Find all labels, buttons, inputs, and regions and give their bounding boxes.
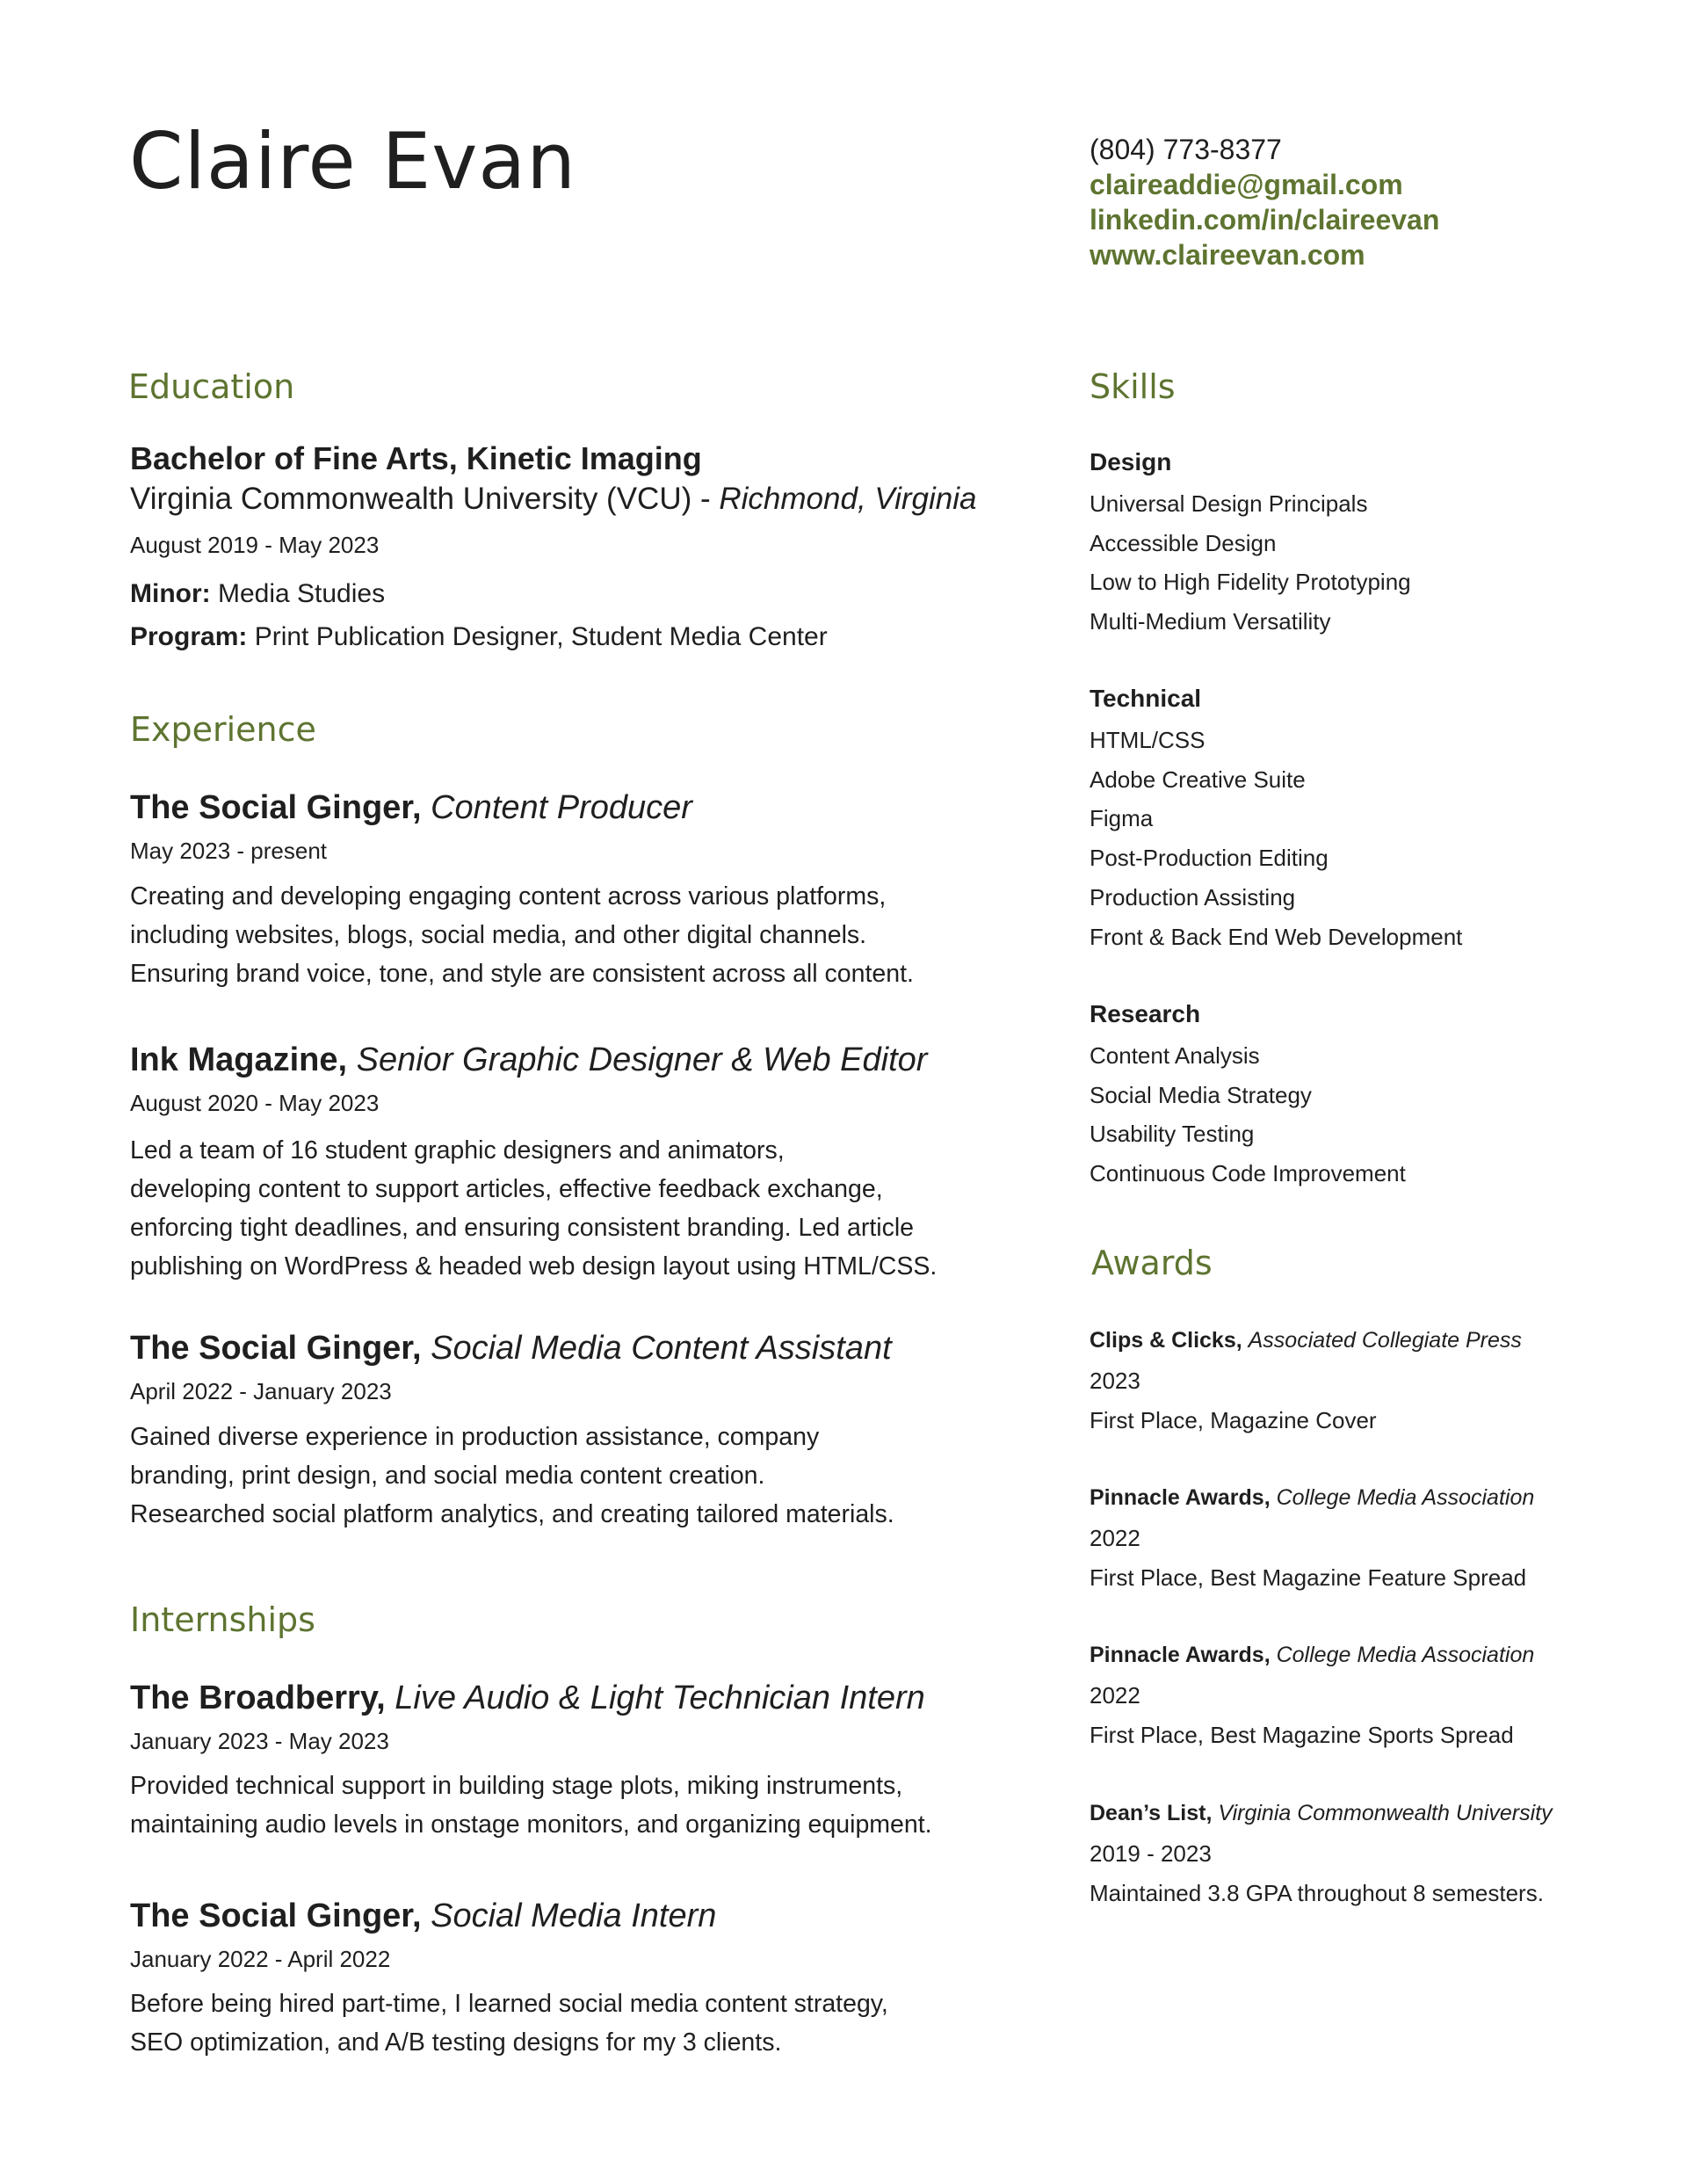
job-title	[130, 1043, 927, 1077]
internships-heading: Internships	[130, 1600, 315, 1639]
job-description-line: publishing on WordPress & headed web design layout using HTML/CSS.	[130, 1252, 938, 1281]
school-name: Virginia Commonwealth University (VCU) -	[130, 482, 720, 516]
award-org: Associated Collegiate Press	[1248, 1328, 1522, 1353]
minor-label: Minor:	[130, 579, 211, 608]
award-year: 2022	[1090, 1682, 1140, 1709]
program-label: Program:	[130, 622, 248, 651]
job-description-line: Researched social platform analytics, and creating tailored materials.	[130, 1500, 894, 1528]
award-detail: First Place, Best Magazine Feature Spread	[1090, 1564, 1527, 1591]
skills-heading: Skills	[1090, 367, 1176, 406]
skill-category-research: Research	[1090, 1000, 1201, 1027]
skill-category-technical: Technical	[1090, 685, 1202, 712]
skill-item: Content Analysis	[1090, 1042, 1260, 1069]
job-dates: May 2023 - present	[130, 838, 328, 864]
job-description-line: enforcing tight deadlines, and ensuring consistent branding. Led article	[130, 1214, 915, 1242]
award-name: Pinnacle Awards,	[1090, 1643, 1271, 1667]
job-org: The Social Ginger,	[130, 789, 422, 826]
award-detail: Maintained 3.8 GPA throughout 8 semesters.	[1090, 1880, 1544, 1906]
skill-item: Front & Back End Web Development	[1090, 924, 1463, 950]
award-org: College Media Association	[1276, 1485, 1535, 1510]
skill-item: Production Assisting	[1090, 884, 1296, 911]
skill-item: Accessible Design	[1090, 530, 1277, 556]
award-year: 2023	[1090, 1368, 1140, 1394]
program-value: Print Publication Designer, Student Media Center	[247, 622, 828, 651]
internship-org: The Social Ginger,	[130, 1897, 422, 1934]
award-title	[1090, 1487, 1534, 1509]
award-title	[1090, 1330, 1522, 1352]
internship-description	[130, 1984, 1009, 2062]
award-name: Pinnacle Awards,	[1090, 1485, 1271, 1510]
award-name: Clips & Clicks,	[1090, 1328, 1242, 1353]
skill-item: Universal Design Principals	[1090, 490, 1368, 517]
internship-role: Social Media Intern	[431, 1897, 717, 1934]
award-title	[1090, 1803, 1553, 1825]
award-year: 2022	[1090, 1525, 1140, 1551]
job-description	[130, 1131, 1009, 1286]
website-link[interactable]: www.claireevan.com	[1090, 239, 1365, 271]
job-title	[130, 791, 692, 824]
internship-org: The Broadberry,	[130, 1680, 386, 1716]
education-heading: Education	[128, 367, 295, 406]
resume-name: Claire Evan	[129, 116, 577, 207]
job-dates: April 2022 - January 2023	[130, 1378, 392, 1404]
skill-item: Adobe Creative Suite	[1090, 766, 1306, 793]
skill-item: Figma	[1090, 805, 1154, 831]
internship-role: Live Audio & Light Technician Intern	[395, 1680, 925, 1716]
internship-description	[130, 1767, 1009, 1844]
job-description-line: Gained diverse experience in production assistance, company	[130, 1423, 820, 1451]
internship-description-line: Before being hired part-time, I learned social media content strategy,	[130, 1990, 888, 2018]
skill-item: HTML/CSS	[1090, 727, 1206, 753]
job-title	[130, 1331, 892, 1365]
awards-heading: Awards	[1091, 1244, 1213, 1282]
school-location: Richmond, Virginia	[719, 482, 977, 516]
skill-item: Usability Testing	[1090, 1121, 1255, 1147]
contact-block	[1090, 132, 1439, 272]
award-org: Virginia Commonwealth University	[1218, 1801, 1553, 1825]
award-year: 2019 - 2023	[1090, 1840, 1212, 1867]
award-name: Dean’s List,	[1090, 1801, 1213, 1825]
job-role: Content Producer	[431, 789, 692, 826]
internship-description-line: SEO optimization, and A/B testing designs for my 3 clients.	[130, 2028, 782, 2057]
skill-item: Low to High Fidelity Prototyping	[1090, 569, 1411, 595]
internship-description-line: Provided technical support in building stage plots, miking instruments,	[130, 1772, 903, 1800]
job-description-line: Ensuring brand voice, tone, and style are consistent across all content.	[130, 960, 914, 988]
internship-title	[130, 1899, 716, 1933]
award-org: College Media Association	[1276, 1643, 1535, 1667]
internship-description-line: maintaining audio levels in onstage monitors, and organizing equipment.	[130, 1810, 932, 1839]
job-description-line: developing content to support articles, effective feedback exchange,	[130, 1175, 883, 1203]
job-description-line: including websites, blogs, social media, and other digital channels.	[130, 921, 867, 949]
job-description-line: branding, print design, and social media content creation.	[130, 1462, 765, 1490]
job-dates: August 2020 - May 2023	[130, 1090, 380, 1116]
experience-heading: Experience	[130, 710, 316, 749]
award-detail: First Place, Best Magazine Sports Spread	[1090, 1722, 1514, 1748]
award-detail: First Place, Magazine Cover	[1090, 1407, 1377, 1433]
job-description-line: Led a team of 16 student graphic designers and animators,	[130, 1136, 785, 1165]
email-link[interactable]: claireaddie@gmail.com	[1090, 169, 1403, 200]
skill-item: Social Media Strategy	[1090, 1082, 1312, 1108]
education-minor	[130, 581, 385, 607]
internship-title	[130, 1681, 925, 1715]
award-title	[1090, 1644, 1534, 1666]
skill-category-design: Design	[1090, 448, 1172, 475]
skill-item: Post-Production Editing	[1090, 845, 1329, 871]
job-description-line: Creating and developing engaging content across various platforms,	[130, 882, 887, 911]
education-school	[130, 483, 976, 514]
phone-number: (804) 773-8377	[1090, 134, 1282, 165]
internship-dates: January 2023 - May 2023	[130, 1728, 389, 1754]
education-dates: August 2019 - May 2023	[130, 532, 380, 558]
job-org: Ink Magazine,	[130, 1041, 348, 1078]
skill-item: Continuous Code Improvement	[1090, 1160, 1406, 1186]
skill-item: Multi-Medium Versatility	[1090, 608, 1331, 635]
job-description	[130, 1418, 1009, 1534]
minor-value: Media Studies	[210, 579, 386, 608]
linkedin-link[interactable]: linkedin.com/in/claireevan	[1090, 204, 1440, 236]
education-degree: Bachelor of Fine Arts, Kinetic Imaging	[130, 440, 702, 476]
education-program	[130, 624, 828, 650]
job-role: Social Media Content Assistant	[431, 1330, 892, 1367]
internship-dates: January 2022 - April 2022	[130, 1946, 391, 1972]
job-role: Senior Graphic Designer & Web Editor	[356, 1041, 928, 1078]
job-org: The Social Ginger,	[130, 1330, 422, 1367]
job-description	[130, 877, 1009, 993]
